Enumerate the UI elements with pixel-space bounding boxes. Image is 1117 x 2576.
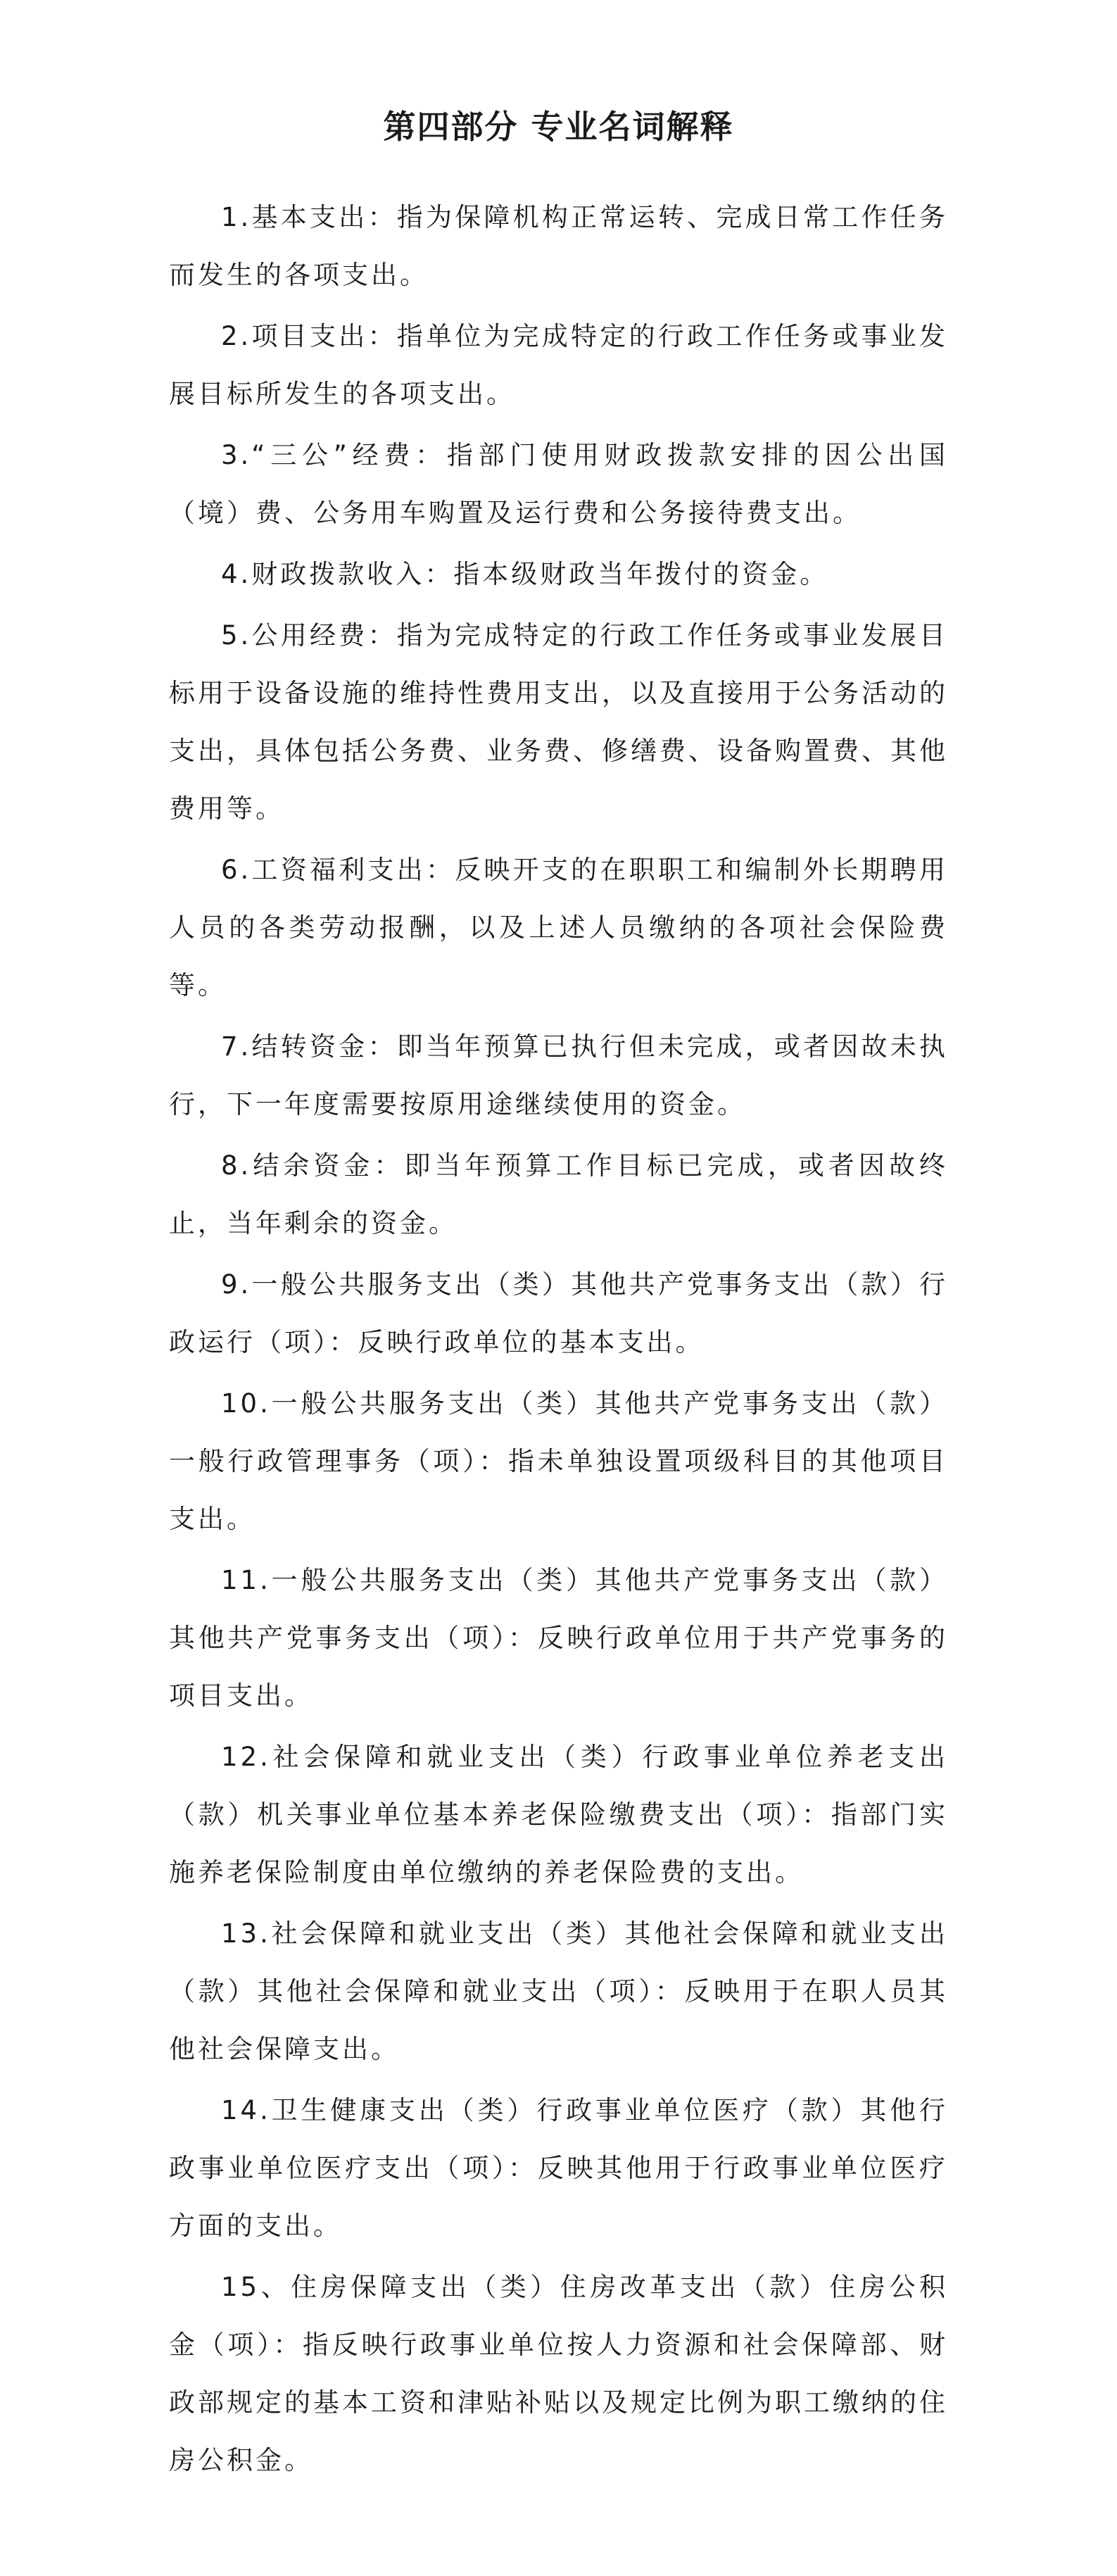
glossary-entry-9: 9.一般公共服务支出（类）其他共产党事务支出（款）行政运行（项）：反映行政单位的基本支出。 xyxy=(169,1269,948,1357)
glossary-entry-6: 6.工资福利支出：反映开支的在职职工和编制外长期聘用人员的各类劳动报酬，以及上述人员缴纳的各项社会保险费等。 xyxy=(169,855,948,1000)
glossary-entry-7: 7.结转资金：即当年预算已执行但未完成，或者因故未执行，下一年度需要按原用途继续使用的资金。 xyxy=(169,1031,948,1119)
glossary-entry-4: 4.财政拨款收入：指本级财政当年拨付的资金。 xyxy=(221,559,829,589)
glossary-entry-5: 5.公用经费：指为完成特定的行政工作任务或事业发展目标用于设备设施的维持性费用支出，以及直接用于公务活动的支出，具体包括公务费、业务费、修缮费、设备购置费、其他费用等。 xyxy=(169,620,948,824)
glossary-entry-3: 3.“三公”经费：指部门使用财政拨款安排的因公出国（境）费、公务用车购置及运行费和公务接待费支出。 xyxy=(169,440,948,528)
glossary-entry-11: 11.一般公共服务支出（类）其他共产党事务支出（款）其他共产党事务支出（项）：反映行政单位用于共产党事务的项目支出。 xyxy=(169,1565,948,1711)
glossary-entry-12: 12.社会保障和就业支出（类）行政事业单位养老支出（款）机关事业单位基本养老保险缴费支出（项）：指部门实施养老保险制度由单位缴纳的养老保险费的支出。 xyxy=(169,1742,948,1887)
glossary-entry-8: 8.结余资金：即当年预算工作目标已完成，或者因故终止，当年剩余的资金。 xyxy=(169,1150,948,1238)
glossary-entry-10: 10.一般公共服务支出（类）其他共产党事务支出（款）一般行政管理事务（项）：指未单独设置项级科目的其他项目支出。 xyxy=(169,1388,948,1534)
glossary-entry-13: 13.社会保障和就业支出（类）其他社会保障和就业支出（款）其他社会保障和就业支出（项）：反映用于在职人员其他社会保障支出。 xyxy=(169,1918,948,2064)
glossary-entry-15: 15、住房保障支出（类）住房改革支出（款）住房公积金（项）：指反映行政事业单位按人力资源和社会保障部、财政部规定的基本工资和津贴补贴以及规定比例为职工缴纳的住房公积金。 xyxy=(169,2272,948,2475)
glossary-list xyxy=(169,189,948,2489)
glossary-entry-2: 2.项目支出：指单位为完成特定的行政工作任务或事业发展目标所发生的各项支出。 xyxy=(169,321,948,409)
page-title: 第四部分 专业名词解释 xyxy=(383,108,734,146)
glossary-entry-14: 14.卫生健康支出（类）行政事业单位医疗（款）其他行政事业单位医疗支出（项）：反映其他用于行政事业单位医疗方面的支出。 xyxy=(169,2095,948,2241)
glossary-entry-1: 1.基本支出：指为保障机构正常运转、完成日常工作任务而发生的各项支出。 xyxy=(169,202,948,290)
